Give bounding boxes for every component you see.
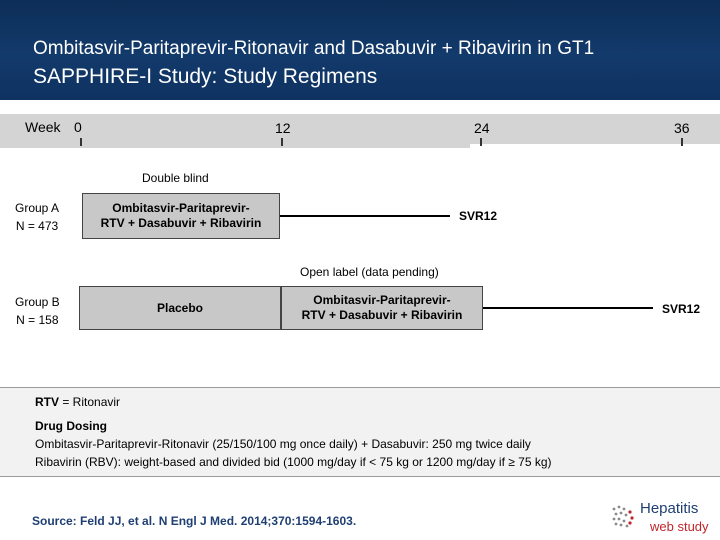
group-b-n: N = 158 <box>16 313 59 327</box>
group-b-name: Group B <box>15 295 60 309</box>
group-a-name: Group A <box>15 201 60 215</box>
group-b-label <box>15 293 60 329</box>
group-b-followup-line <box>483 307 653 309</box>
week-tick-36: 36 <box>674 120 690 136</box>
group-b-regimen-line-2: RTV + Dasabuvir + Ribavirin <box>301 308 463 322</box>
group-b-placebo-label: Placebo <box>156 300 204 315</box>
group-a-regimen-line-2: RTV + Dasabuvir + Ribavirin <box>100 216 262 230</box>
rtv-definition <box>35 395 120 409</box>
group-a-n: N = 473 <box>15 219 59 233</box>
slide-title-line-1: Ombitasvir-Paritaprevir-Ritonavir and Dasabuvir + Ribavirin in GT1 <box>33 38 595 59</box>
week-label: Week <box>25 119 61 135</box>
tick-mark-12 <box>281 138 283 146</box>
group-a-regimen-box <box>82 193 280 239</box>
group-b-regimen-box <box>281 286 483 330</box>
week-tick-24: 24 <box>474 120 490 136</box>
double-blind-label: Double blind <box>142 171 209 185</box>
group-a-endpoint: SVR12 <box>459 209 498 223</box>
open-label-label: Open label (data pending) <box>300 265 439 279</box>
group-a-followup-line <box>280 215 450 217</box>
tick-mark-24 <box>480 138 482 146</box>
tick-mark-36 <box>681 138 683 146</box>
week-tick-12: 12 <box>275 120 291 136</box>
drug-dosing-line-1: Ombitasvir-Paritaprevir-Ritonavir (25/150/100 mg once daily) + Dasabuvir: 250 mg twice daily <box>35 437 531 451</box>
group-a-label <box>15 199 59 235</box>
drug-dosing-heading: Drug Dosing <box>35 419 107 433</box>
timeline-bar <box>0 114 470 148</box>
slide-title-line-2: SAPPHIRE-I Study: Study Regimens <box>33 65 378 88</box>
tick-mark-0 <box>80 138 82 146</box>
week-tick-0: 0 <box>74 119 82 135</box>
logo-text-hepatitis: Hepatitis <box>640 500 699 517</box>
source-citation: Source: Feld JJ, et al. N Engl J Med. 2014;370:1594-1603. <box>32 514 357 528</box>
rtv-abbreviation: RTV <box>35 395 59 409</box>
hepatitis-web-study-logo-icon <box>610 503 638 531</box>
logo-text-web-study: web study <box>650 519 709 534</box>
group-b-regimen-line-1: Ombitasvir-Paritaprevir- <box>313 293 451 307</box>
drug-dosing-line-2: Ribavirin (RBV): weight-based and divided bid (1000 mg/day if < 75 kg or 1200 mg/day if ≥ 75 kg) <box>35 455 552 469</box>
group-b-endpoint: SVR12 <box>662 302 701 316</box>
group-a-regimen-line-1: Ombitasvir-Paritaprevir- <box>112 201 250 215</box>
group-b-placebo-box <box>79 286 281 330</box>
rtv-meaning: = Ritonavir <box>59 395 121 409</box>
